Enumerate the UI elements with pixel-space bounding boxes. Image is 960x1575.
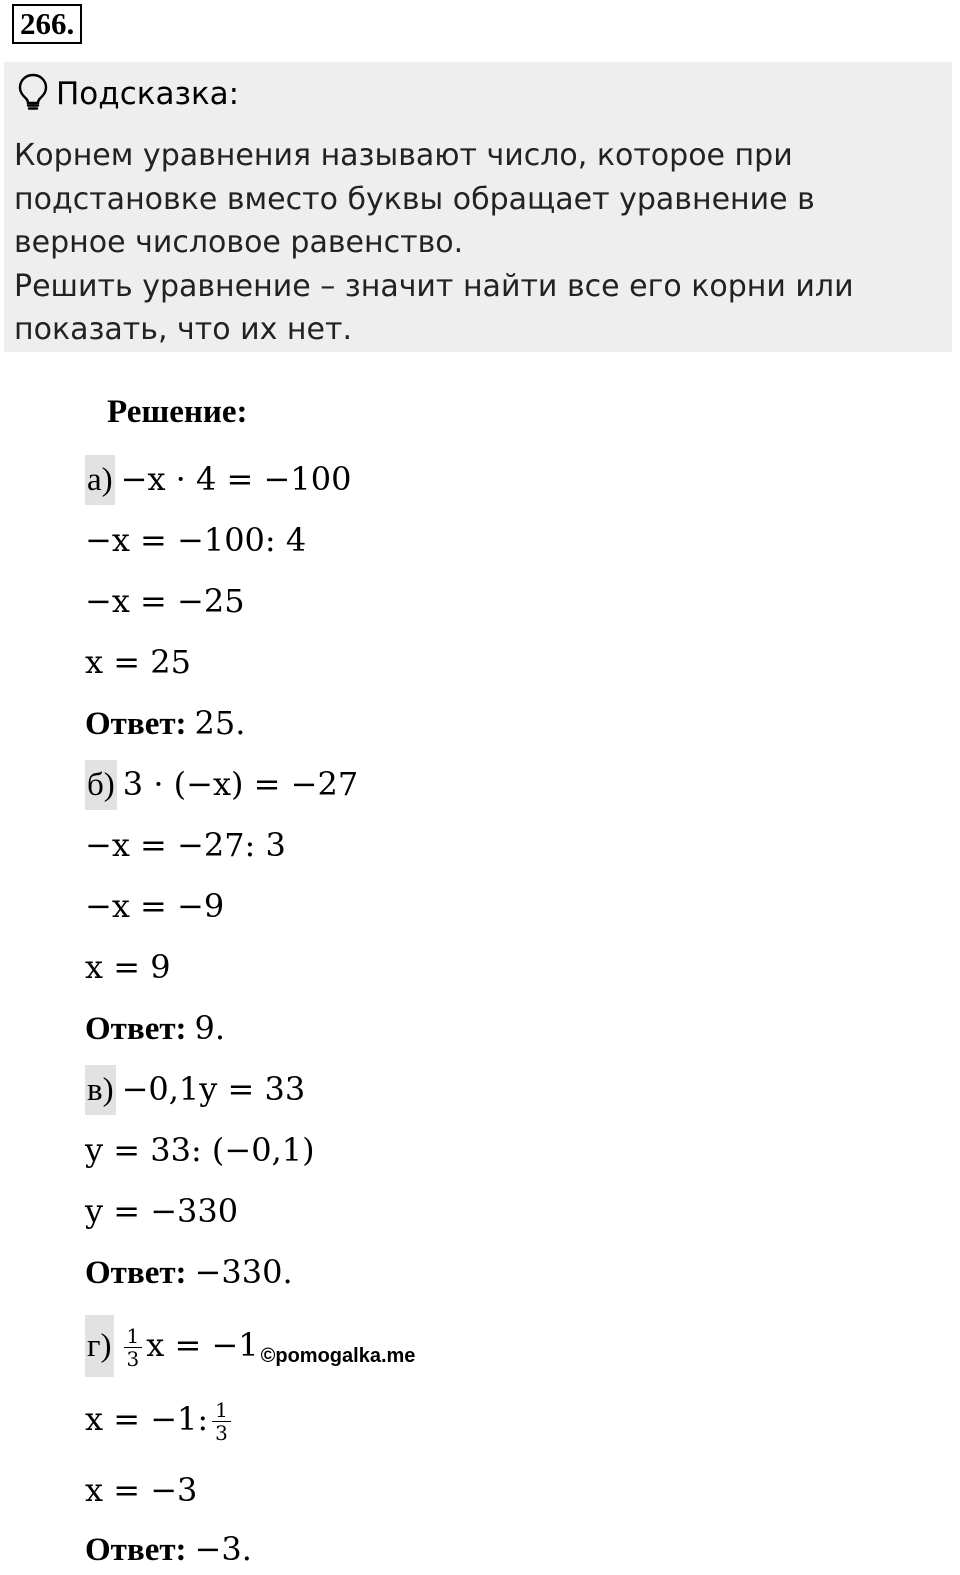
part-label: а) (85, 455, 115, 505)
part-label: б) (85, 760, 117, 810)
watermark: ©pomogalka.me (260, 1345, 416, 1367)
fraction-numerator: 1 (212, 1399, 231, 1422)
solution-step (85, 1388, 235, 1450)
equation-text: 3 · (−x) = −27 (122, 765, 359, 803)
problem-number: 266. (12, 4, 82, 44)
answer-label: Ответ: (85, 1011, 187, 1047)
solution-step: −x = −100: 4 (85, 521, 307, 559)
answer-line (85, 698, 245, 748)
lightbulb-icon (18, 73, 48, 115)
solution-step: y = 33: (−0,1) (85, 1131, 315, 1169)
answer-line (85, 1003, 225, 1053)
part-label: г) (85, 1315, 114, 1377)
equation-text: x = −1: (85, 1400, 209, 1438)
fraction-denominator: 3 (126, 1347, 140, 1371)
hint-box (4, 62, 952, 352)
part-label: в) (85, 1065, 116, 1115)
answer-value: 25. (194, 704, 246, 742)
part-g-equation (85, 1314, 415, 1376)
hint-paragraph: Решить уравнение – значит найти все его корни или показать, что их нет. (14, 268, 854, 347)
answer-line (85, 1247, 293, 1297)
answer-label: Ответ: (85, 1532, 187, 1568)
part-a-equation (85, 454, 351, 504)
solution-step: −x = −25 (85, 582, 245, 620)
fraction (212, 1399, 231, 1444)
answer-line (85, 1524, 252, 1574)
solution-step: x = 25 (85, 643, 191, 681)
equation-text: −0,1y = 33 (121, 1070, 306, 1108)
solution-step: x = −3 (85, 1471, 198, 1509)
solution-step: x = 9 (85, 948, 171, 986)
answer-label: Ответ: (85, 706, 187, 742)
equation-text: x = −1 (146, 1326, 259, 1364)
equation-text: −x · 4 = −100 (120, 460, 352, 498)
part-b-equation (85, 759, 358, 809)
answer-value: −330. (194, 1253, 293, 1291)
answer-value: 9. (194, 1009, 226, 1047)
hint-body (14, 134, 934, 352)
hint-paragraph: Корнем уравнения называют число, которое при подстановке вместо буквы обращает уравнение в верное числовое равенство. (14, 138, 815, 260)
solution-title: Решение: (107, 394, 248, 430)
solution-step: −x = −9 (85, 887, 225, 925)
solution-step: −x = −27: 3 (85, 826, 286, 864)
answer-label: Ответ: (85, 1255, 187, 1291)
fraction (124, 1325, 143, 1370)
answer-value: −3. (194, 1530, 252, 1568)
part-v-equation (85, 1064, 305, 1114)
hint-title: Подсказка: (56, 76, 240, 112)
fraction-numerator: 1 (124, 1325, 143, 1348)
fraction-denominator: 3 (215, 1421, 228, 1445)
hint-header (18, 74, 239, 114)
solution-step: y = −330 (85, 1192, 239, 1230)
